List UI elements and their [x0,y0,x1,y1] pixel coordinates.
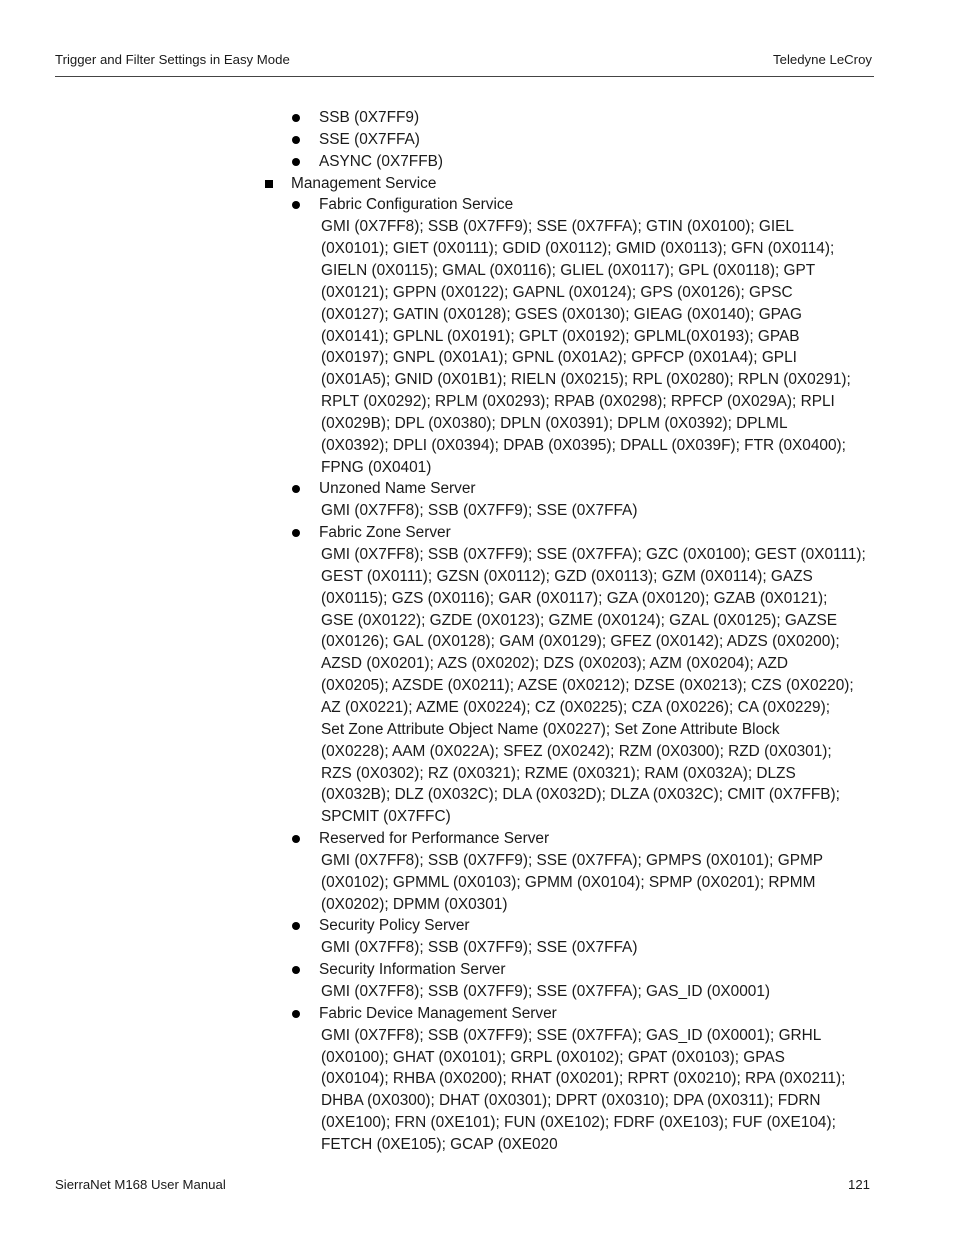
service-title: Reserved for Performance Server [319,830,550,848]
service-detail-line: GEST (0X0111); GZSN (0X0112); GZD (0X0113); GZM (0X0114); GAZS [321,567,813,585]
service-detail-line: (0X0205); AZSDE (0X0211); AZSE (0X0212); DZSE (0X0213); CZS (0X0220); [321,677,854,695]
service-detail-line: (0X0392); DPLI (0X0394); DPAB (0X0395); DPALL (0X039F); FTR (0X0400); [321,436,846,454]
service-detail-line: DHBA (0X0300); DHAT (0X0301); DPRT (0X0310); DPA (0X0311); FDRN [321,1092,821,1110]
service-detail-line: (0X0115); GZS (0X0116); GAR (0X0117); GZA (0X0120); GZAB (0X0121); [321,589,828,607]
bullet-icon [292,201,300,209]
bullet-icon [292,835,300,843]
header-company: Teledyne LeCroy [773,52,872,67]
service-title: Security Information Server [319,961,506,979]
header-section-title: Trigger and Filter Settings in Easy Mode [55,52,290,67]
bullet-icon [292,158,300,166]
list-item: SSE (0X7FFA) [319,130,420,148]
service-detail-line: GMI (0X7FF8); SSB (0X7FF9); SSE (0X7FFA); GAS_ID (0X0001) [321,983,771,1000]
service-title: Fabric Device Management Server [319,1004,557,1022]
service-detail-line: GMI (0X7FF8); SSB (0X7FF9); SSE (0X7FFA); GAS_ID (0X0001); GRHL [321,1026,822,1044]
service-detail-line: SPCMIT (0X7FFC) [321,808,451,826]
page-header [55,51,874,77]
service-detail-line: (0X032B); DLZ (0X032C); DLA (0X032D); DLZA (0X032C); CMIT (0X7FFB); [321,786,840,804]
service-detail-line: (0X029B); DPL (0X0380); DPLN (0X0391); DPLM (0X0392); DPLML [321,414,788,432]
service-detail-line: GMI (0X7FF8); SSB (0X7FF9); SSE (0X7FFA) [321,939,638,957]
square-bullet-icon [265,180,273,188]
service-detail-line: GMI (0X7FF8); SSB (0X7FF9); SSE (0X7FFA); GPMPS (0X0101); GPMP [321,851,824,869]
service-detail-line: AZSD (0X0201); AZS (0X0202); DZS (0X0203); AZM (0X0204); AZD [321,655,789,673]
service-detail-line: (0XE100); FRN (0XE101); FUN (0XE102); FDRF (0XE103); FUF (0XE104); [321,1114,836,1132]
service-detail-line: (0X0127); GATIN (0X0128); GSES (0X0130); GIEAG (0X0140); GPAG [321,305,803,323]
bullet-icon [292,485,300,493]
bullet-icon [292,529,300,537]
service-detail-line: (0X0202); DPMM (0X0301) [321,895,508,913]
service-title: Security Policy Server [319,917,470,935]
bullet-icon [292,922,300,930]
service-detail-line: (0X0141); GPLNL (0X0191); GPLT (0X0192); GPLML(0X0193); GPAB [321,327,800,345]
service-detail-line: GIELN (0X0115); GMAL (0X0116); GLIEL (0X0117); GPL (0X0118); GPT [321,261,816,279]
service-detail-line: GMI (0X7FF8); SSB (0X7FF9); SSE (0X7FFA) [321,502,638,520]
bullet-icon [292,1010,300,1018]
service-detail-line: (0X0104); RHBA (0X0200); RHAT (0X0201); RPRT (0X0210); RPA (0X0211); [321,1070,846,1088]
bullet-icon [292,966,300,974]
bullet-icon [292,136,300,144]
list-item: ASYNC (0X7FFB) [319,152,444,170]
service-title: Fabric Zone Server [319,524,451,542]
service-detail-line: Set Zone Attribute Object Name (0X0227); Set Zone Attribute Block [321,720,780,738]
service-detail-line: GMI (0X7FF8); SSB (0X7FF9); SSE (0X7FFA); GTIN (0X0100); GIEL [321,218,794,236]
service-detail-line: GSE (0X0122); GZDE (0X0123); GZME (0X0124); GZAL (0X0125); GAZSE [321,611,838,629]
service-detail-line: RZS (0X0302); RZ (0X0321); RZME (0X0321); RAM (0X032A); DLZS [321,764,796,782]
service-detail-line: RPLT (0X0292); RPLM (0X0293); RPAB (0X0298); RPFCP (0X029A); RPLI [321,393,835,411]
service-detail-line: AZ (0X0221); AZME (0X0224); CZ (0X0225); CZA (0X0226); CA (0X0229); [321,698,830,716]
service-detail-line: FPNG (0X0401) [321,458,432,476]
list-item: SSB (0X7FF9) [319,109,420,126]
service-detail-line: (0X0102); GPMML (0X0103); GPMM (0X0104); SPMP (0X0201); RPMM [321,873,816,891]
service-title: Fabric Configuration Service [319,196,514,214]
service-detail-line: (0X0100); GHAT (0X0101); GRPL (0X0102); GPAT (0X0103); GPAS [321,1048,785,1066]
service-detail-line: (0X0121); GPPN (0X0122); GAPNL (0X0124); GPS (0X0126); GPSC [321,283,793,301]
service-title: Unzoned Name Server [319,480,476,498]
service-detail-line: (0X0126); GAL (0X0128); GAM (0X0129); GFEZ (0X0142); ADZS (0X0200); [321,633,840,651]
service-detail-line: (0X01A5); GNID (0X01B1); RIELN (0X0215); RPL (0X0280); RPLN (0X0291); [321,371,851,389]
service-detail-line: (0X0101); GIET (0X0111); GDID (0X0112); GMID (0X0113); GFN (0X0114); [321,240,835,258]
service-detail-line: (0X0228); AAM (0X022A); SFEZ (0X0242); RZM (0X0300); RZD (0X0301); [321,742,832,760]
footer-manual-title: SierraNet M168 User Manual [55,1177,226,1192]
service-detail-line: FETCH (0XE105); GCAP (0XE020 [321,1135,558,1153]
section-heading: Management Service [291,174,437,192]
service-detail-line: GMI (0X7FF8); SSB (0X7FF9); SSE (0X7FFA); GZC (0X0100); GEST (0X0111); [321,546,866,563]
page-number: 121 [847,1177,870,1192]
bullet-icon [292,114,300,122]
service-detail-line: (0X0197); GNPL (0X01A1); GPNL (0X01A2); GPFCP (0X01A4); GPLI [321,349,797,367]
